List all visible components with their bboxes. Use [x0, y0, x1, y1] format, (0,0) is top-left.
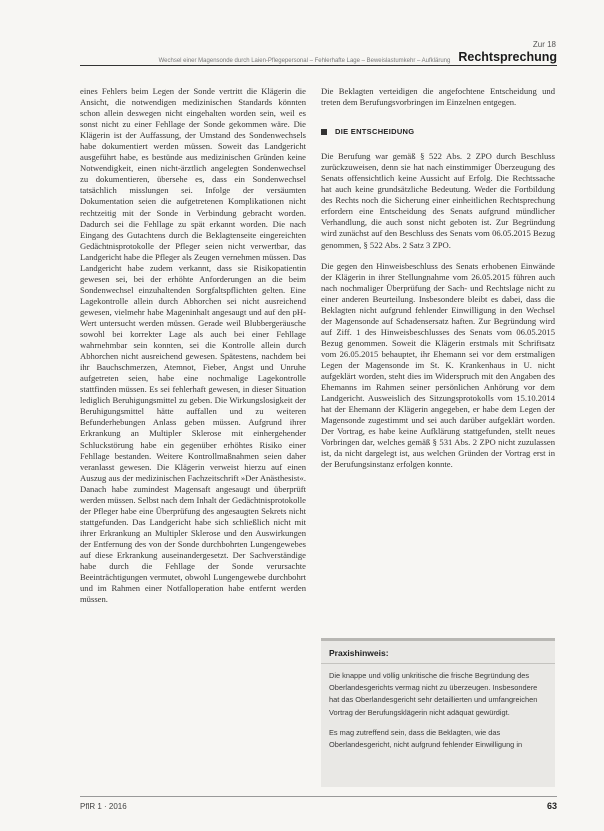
running-header [80, 50, 557, 64]
body-paragraph: eines Fehlers beim Legen der Sonde vertritt die Klägerin die Ansicht, die notwendigen medizinischen Standards könnten schon allein deswegen nicht eingehalten worden sein, weil es sonst nicht zu einer Fehllage der Sonde gekommen wäre. Die Klägerin ist der Auffassung, der Umstand des Sondenwechsels habe dokumentiert werden müssen. Soweit das Landgericht ausgeführt habe, es bestünde aus medizinischen Gründen keine Notwendigkeit, einen nicht-ärztlich angelegten Sondenwechsel zu dokumentieren, übersehe es, dass ein Sondenwechsel tatsächlich misslungen sei. Infolge der versäumten Dokumentation seien die aufgetretenen Komplikationen nicht rechtzeitig mit der Sonde in Verbindung gebracht worden. Dadurch sei die Fehllage zu spät erkannt worden. Die nach Eingang des Gutachtens durch die Beklagtenseite eingereichten Gedächtnisprotokolle der Pfleger seien nicht verwertbar, das Landgericht habe die Pfleger als Zeugen vernehmen müssen. Das Landgericht habe zudem verkannt, dass sie Risikopatientin gewesen sei, bei der erhöhte Anforderungen an die beim Sondenwechsel einzuhaltenden Sorgfaltspflichten gelten. Eine Lagekontrolle allein durch Abhorchen sei nicht ausreichend gewesen, vielmehr habe Mageninhalt angesaugt und auf den pH-Wert untersucht werden müssen. Gerade weil Blubbergeräusche sowohl bei korrekter Lage als auch bei einer Fehllage wahrnehmbar sein konnten, sei die Kontrolle allein durch Abhorchen nicht ausreichend gewesen. Spätestens, nachdem bei ihr Bauchschmerzen, Atemnot, Fieber, Angst und Unruhe aufgetreten seien, habe eine nochmalige Lagekontrolle stattfinden müssen. Es sei fehlerhaft gewesen, in dieser Situation lediglich Beruhigungsmittel zu geben. Die Wirkungslosigkeit der Beruhigungsmittel hätte auffallen und zu weiteren Befunderhebungen Anlass geben müssen. Aufgrund ihrer Erkrankung an Multipler Sklerose mit einhergehender Schluckstörung habe ein gegenüber erhöhtes Risiko einer Fehllage bestanden. Weitere Kontrollmaßnahmen seien daher veranlasst gewesen. Die Klägerin verweist hierzu auf einen Auszug aus der medizinischen Fachzeitschrift »Der Anästhesist«. Danach habe zumindest Magensaft angesaugt und überprüft werden müssen. Selbst nach dem Inhalt der Gedächtnisprotokolle der Pfleger habe eine Überprüfung des angesaugten Sekrets nicht stattgefunden. Das Landgericht habe sich schließlich nicht mit ihrer Erkrankung an Multipler Sklerose und den Auswirkungen der Entfernung des von der Sonde durchbohrten Lungengewebes auf diese Erkrankung auseinandergesetzt. Der Sachverständige habe durch die Fehllage der Sonde verursachte Beeinträchtigungen vermutet, obwohl Lungengewebe durchbohrt und im Rahmen einer Notfalloperation habe entfernt werden müssen. [80, 86, 306, 605]
journal-citation: PflR 1 · 2016 [80, 802, 127, 811]
practice-note-box [321, 638, 555, 787]
decision-heading [321, 126, 555, 137]
practice-note-title: Praxishinweis: [329, 648, 389, 658]
footer-rule [80, 796, 557, 797]
right-column [321, 86, 555, 480]
intro-paragraph: Die Beklagten verteidigen die angefochtene Entscheidung und treten dem Berufungsvorbringen im Einzelnen entgegen. [321, 86, 555, 108]
header-subtitle: Wechsel einer Magensonde durch Laien-Pflegepersonal – Fehlerhafte Lage – Beweislastumkehr – Aufklärung [158, 58, 451, 64]
page-number: 63 [546, 801, 557, 811]
header-rule [80, 65, 557, 66]
page-tag: Zur 18 [532, 40, 556, 49]
left-column [80, 86, 306, 615]
body-paragraph: Die gegen den Hinweisbeschluss des Senats erhobenen Einwände der Klägerin in ihrer Stellungnahme vom 26.05.2015 führen auch nach nochmaliger Überprüfung der Sach- und Rechtslage nicht zu einer anderen Beurteilung. Insbesondere bleibt es dabei, dass die Beklagten nicht aufgrund fehlender Einwilligung in den Wechsel der Magensonde auf Schadensersatz haften. Zur Begründung wird auf Ziff. 1 des Hinweisbeschlusses des Senats vom 06.05.2015 Bezug genommen. Soweit die Klägerin erstmals mit Schriftsatz vom 26.05.2015 behauptet, ihr Ehemann sei vor dem erstmaligen Legen der Magensonde im St. K. Krankenhaus in U. nicht aufgeklärt worden, steht dies im Widerspruch mit den Angaben des Ehemanns im Rahmen seiner persönlichen Anhörung vor dem Landgericht. Ausweislich des Sitzungsprotokolls vom 15.10.2014 hat der Ehemann der Klägerin angegeben, er habe dem Legen der Magensonde zugestimmt und sei auch darüber aufgeklärt worden. Der Vortrag, es habe keine Aufklärung stattgefunden, stellt neues Vorbringen dar, welches gemäß § 531 Abs. 2 ZPO nicht zuzulassen ist, da nicht dargelegt ist, aus welchen Gründen der Vortrag erst in der Berufungsinstanz erfolgen konnte. [321, 260, 555, 470]
practice-note-divider [321, 663, 555, 664]
practice-note-paragraph: Es mag zutreffend sein, dass die Beklagten, wie das Oberlandesgericht, nicht aufgrund fehlender Einwilligung in [329, 727, 523, 750]
practice-note-paragraph: Die knappe und völlig unkritische die frische Begründung des Oberlandesgerichts vermag nicht zu überzeugen. Insbesondere hat das Oberlandesgericht sehr detaillierten und umfangreichen Vortrag der Berufungsklägerin nicht adäquat gewürdigt. [329, 671, 538, 717]
section-title: Rechtsprechung [458, 50, 557, 64]
decision-heading-label: DIE ENTSCHEIDUNG [335, 127, 415, 137]
practice-note-body [321, 670, 555, 751]
body-paragraph: Die Berufung war gemäß § 522 Abs. 2 ZPO durch Beschluss zurückzuweisen, denn sie hat nach einstimmiger Überzeugung des Senats offensichtlich keine Aussicht auf Erfolg. Die Rechtssache hat auch keine grundsätzliche Bedeutung. Weder die Fortbildung des Rechts noch die Sicherung einer einheitlichen Rechtsprechung erfordern eine Entscheidung des Senats aufgrund mündlicher Verhandlung, die auch sonst nicht geboten ist. Zur Begründung wird zunächst auf den Beschluss des Senats vom 06.05.2015 Bezug genommen, § 522 Abs. 2 Satz 3 ZPO. [321, 151, 555, 250]
square-bullet-icon [321, 129, 327, 135]
